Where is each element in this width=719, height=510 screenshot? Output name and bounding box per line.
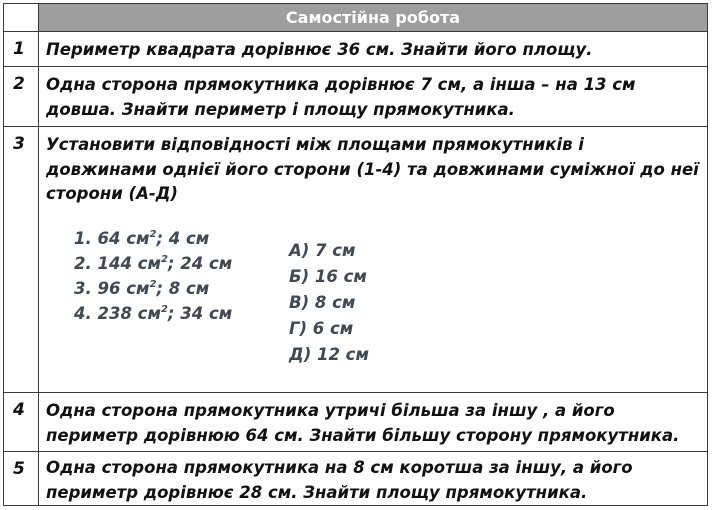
task-row-2 (4, 66, 707, 126)
match-right-item: А) 7 см (289, 241, 356, 260)
task-text (46, 133, 699, 207)
task-line: сторони (А-Д) (46, 184, 178, 203)
task-text (46, 399, 699, 448)
task-line: Одна сторона прямокутника утричі більша за іншу , а його (46, 401, 615, 420)
match-right-item: В) 8 см (289, 293, 356, 312)
task-text (46, 456, 699, 505)
table-header (4, 4, 707, 31)
task-number: 5 (4, 452, 39, 505)
task-line: Установити відповідності між площами прямокутників і (46, 135, 584, 154)
task-line: периметр дорівнюю 64 см. Знайти більшу сторону прямокутника. (46, 425, 680, 445)
match-left-item: 3. 96 $см^2$; 8 см (74, 279, 210, 298)
task-line: периметр дорівнює 28 см. Знайти площу прямокутника. (46, 482, 588, 502)
task-line: Одна сторона прямокутника дорівнює 7 см, а інша – на 13 см (46, 75, 636, 94)
task-line: Одна сторона прямокутника на 8 см коротша за іншу, а його (46, 458, 633, 477)
match-right-item: Г) 6 см (289, 319, 354, 338)
task-row-3 (4, 126, 707, 392)
match-left-item: 2. 144 $см^2$; 24 см (74, 254, 233, 273)
task-row-1 (4, 31, 707, 66)
match-right-list (289, 238, 369, 368)
match-right-item: Д) 12 см (289, 345, 369, 364)
task-number: 1 (4, 32, 39, 66)
task-text (46, 38, 699, 63)
task-row-5 (4, 451, 707, 505)
task-line: Периметр квадрата дорівнює 36 см. Знайти його площу. (46, 40, 593, 59)
task-number: 3 (4, 127, 39, 392)
match-left-item: 1. 64 $см^2$; 4 см (74, 229, 210, 248)
task-row-4 (4, 392, 707, 451)
tasks-table (3, 3, 708, 506)
task-text (46, 73, 699, 122)
match-left-list (74, 226, 232, 326)
match-right-item: Б) 16 см (289, 267, 367, 286)
task-number: 4 (4, 393, 39, 451)
task-line: довша. Знайти периметр і площу прямокутника. (46, 99, 515, 119)
task-number: 2 (4, 67, 39, 126)
header-num-cell (4, 4, 39, 31)
table-title: Самостійна робота (39, 4, 707, 31)
match-left-item: 4. 238 $см^2$; 34 см (74, 304, 233, 323)
task-line: довжинами однієї його сторони (1-4) та довжинами суміжної до неї (46, 159, 699, 179)
